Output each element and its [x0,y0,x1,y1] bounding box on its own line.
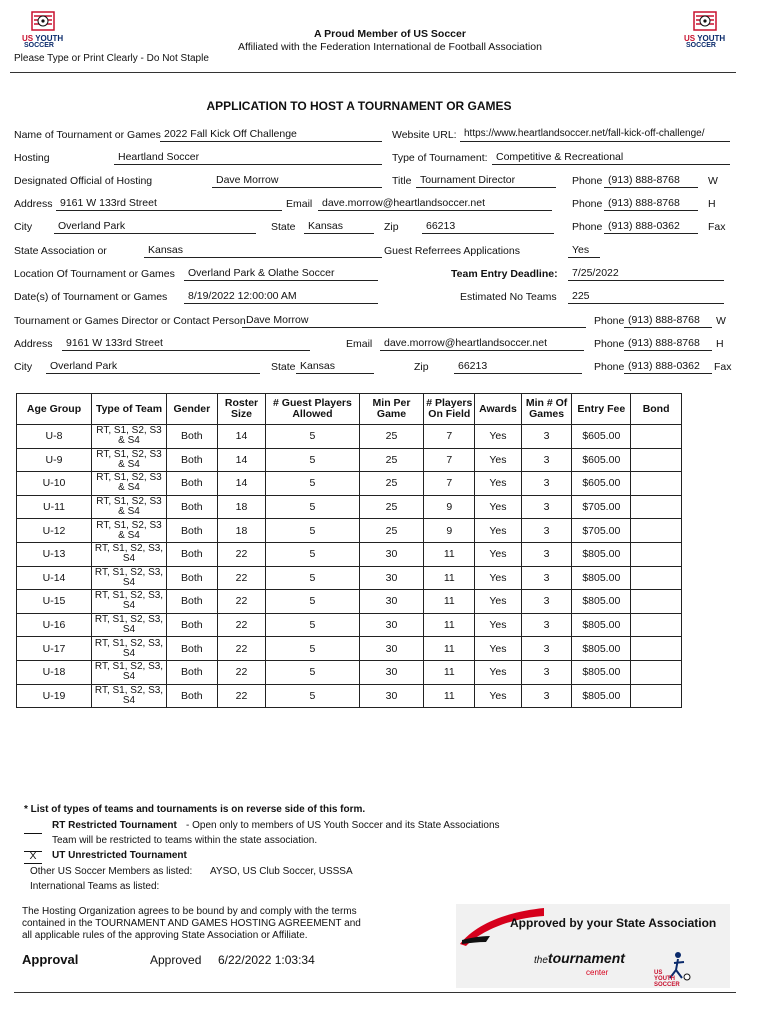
cell-gender[interactable]: Both [167,448,218,472]
email-label: Email [286,198,313,210]
director-label: Tournament or Games Director or Contact Person [14,315,246,327]
cell-bond[interactable] [631,613,682,637]
cell-awards[interactable]: Yes [475,448,522,472]
cell-guest-players[interactable]: 5 [266,613,359,637]
phone-label-4: Phone [594,315,625,327]
cell-roster-size[interactable]: 22 [217,542,266,566]
phone-label-3: Phone [572,221,603,233]
cell-players-on-field[interactable]: 9 [424,519,475,543]
cell-gender[interactable]: Both [167,519,218,543]
cell-min-games[interactable]: 3 [521,519,572,543]
cell-guest-players[interactable]: 5 [266,684,359,708]
cell-bond[interactable] [631,566,682,590]
cell-gender[interactable]: Both [167,425,218,449]
cell-min-per-game[interactable]: 25 [359,425,424,449]
zip-label: Zip [384,221,399,233]
state-label: State [271,221,296,233]
cell-players-on-field[interactable]: 11 [424,684,475,708]
cell-roster-size[interactable]: 14 [217,472,266,496]
cell-entry-fee[interactable]: $605.00 [572,448,631,472]
cell-min-games[interactable]: 3 [521,590,572,614]
cell-roster-size[interactable]: 18 [217,495,266,519]
hosting-label: Hosting [14,152,50,164]
header-min-games: Min # Of Games [521,394,572,425]
approval-label: Approval [22,952,79,967]
tournament-center-logo-the: the [534,955,548,966]
cell-age-group[interactable]: U-19 [17,684,92,708]
logo-youth-text-right: YOUTH [697,34,726,43]
cell-age-group[interactable]: U-17 [17,637,92,661]
header-players-on-field: # Players On Field [424,394,475,425]
table-row [17,495,682,519]
logo-us-text-right: US [684,34,696,43]
director-phone-h-suffix: H [716,338,724,350]
other-value: AYSO, US Club Soccer, USSSA [210,866,353,877]
cell-awards[interactable]: Yes [475,637,522,661]
header-guest-players: # Guest Players Allowed [266,394,359,425]
cell-players-on-field[interactable]: 11 [424,542,475,566]
cell-age-group[interactable]: U-16 [17,613,92,637]
header-entry-fee: Entry Fee [572,394,631,425]
cell-guest-players[interactable]: 5 [266,542,359,566]
city2-label: City [14,361,33,373]
cell-min-per-game[interactable]: 25 [359,448,424,472]
cell-guest-players[interactable]: 5 [266,448,359,472]
cell-guest-players[interactable]: 5 [266,660,359,684]
assoc-field[interactable]: Kansas [144,243,382,258]
title-label: Title [392,175,412,187]
cell-min-games[interactable]: 3 [521,495,572,519]
cell-min-games[interactable]: 3 [521,613,572,637]
header-roster-size: Roster Size [217,394,266,425]
header-divider [10,72,736,73]
cell-type-of-team[interactable]: RT, S1, S2, S3, S4 [92,613,167,637]
cell-age-group[interactable]: U-15 [17,590,92,614]
director-phone-fax-field[interactable]: (913) 888-0362 [624,359,712,374]
cell-players-on-field[interactable]: 9 [424,495,475,519]
cell-roster-size[interactable]: 14 [217,448,266,472]
cell-guest-players[interactable]: 5 [266,519,359,543]
phone-h-suffix: H [708,198,716,210]
cell-min-games[interactable]: 3 [521,448,572,472]
cell-entry-fee[interactable]: $805.00 [572,542,631,566]
zip-field[interactable]: 66213 [422,219,554,234]
cell-min-games[interactable]: 3 [521,425,572,449]
address2-label: Address [14,338,53,350]
cell-type-of-team[interactable]: RT, S1, S2, S3 & S4 [92,425,167,449]
cell-awards[interactable]: Yes [475,590,522,614]
cell-min-per-game[interactable]: 30 [359,660,424,684]
director-phone-h-field[interactable]: (913) 888-8768 [624,336,712,351]
phone-label-1: Phone [572,175,603,187]
cell-min-games[interactable]: 3 [521,472,572,496]
agreement-line-2: contained in the TOURNAMENT AND GAMES HOSTING AGREEMENT and [22,918,361,929]
cell-guest-players[interactable]: 5 [266,425,359,449]
ut-title: UT Unrestricted Tournament [52,850,187,861]
cell-type-of-team[interactable]: RT, S1, S2, S3 & S4 [92,519,167,543]
cell-guest-players[interactable]: 5 [266,590,359,614]
cell-gender[interactable]: Both [167,613,218,637]
cell-entry-fee[interactable]: $805.00 [572,660,631,684]
cell-players-on-field[interactable]: 7 [424,472,475,496]
address-label: Address [14,198,53,210]
table-row [17,684,682,708]
official-label: Designated Official of Hosting [14,175,153,187]
cell-entry-fee[interactable]: $705.00 [572,495,631,519]
email2-field[interactable]: dave.morrow@heartlandsoccer.net [380,336,584,351]
official-field[interactable]: Dave Morrow [212,173,382,188]
location-field[interactable]: Overland Park & Olathe Soccer [184,266,378,281]
type-label: Type of Tournament: [392,152,488,164]
cell-players-on-field[interactable]: 11 [424,590,475,614]
cell-roster-size[interactable]: 22 [217,660,266,684]
cell-players-on-field[interactable]: 11 [424,566,475,590]
cell-roster-size[interactable]: 22 [217,637,266,661]
cell-guest-players[interactable]: 5 [266,472,359,496]
header-age-group: Age Group [17,394,92,425]
cell-age-group[interactable]: U-12 [17,519,92,543]
cell-bond[interactable] [631,684,682,708]
director-phone-w-suffix: W [716,315,726,327]
cell-min-games[interactable]: 3 [521,660,572,684]
cell-entry-fee[interactable]: $605.00 [572,425,631,449]
cell-awards[interactable]: Yes [475,495,522,519]
cell-age-group[interactable]: U-13 [17,542,92,566]
phone-label-2: Phone [572,198,603,210]
cell-gender[interactable]: Both [167,495,218,519]
table-row [17,566,682,590]
cell-bond[interactable] [631,448,682,472]
name-field[interactable]: 2022 Fall Kick Off Challenge [160,127,382,142]
state-field[interactable]: Kansas [304,219,374,234]
cell-awards[interactable]: Yes [475,425,522,449]
cell-entry-fee[interactable]: $805.00 [572,590,631,614]
cell-min-per-game[interactable]: 25 [359,495,424,519]
cell-awards[interactable]: Yes [475,519,522,543]
state2-field[interactable]: Kansas [296,359,374,374]
phone-label-6: Phone [594,361,625,373]
zip2-field[interactable]: 66213 [454,359,582,374]
cell-players-on-field[interactable]: 11 [424,637,475,661]
cell-type-of-team[interactable]: RT, S1, S2, S3, S4 [92,684,167,708]
dates-field[interactable]: 8/19/2022 12:00:00 AM [184,289,378,304]
header-bond: Bond [631,394,682,425]
city-label: City [14,221,33,233]
page-title: APPLICATION TO HOST A TOURNAMENT OR GAMES [206,99,512,113]
header-min-per-game: Min Per Game [359,394,424,425]
table-row [17,590,682,614]
cell-players-on-field[interactable]: 11 [424,613,475,637]
referees-label: Guest Referrees Applications [384,245,520,257]
cell-age-group[interactable]: U-9 [17,448,92,472]
cell-min-per-game[interactable]: 30 [359,637,424,661]
cell-players-on-field[interactable]: 11 [424,660,475,684]
rt-title: RT Restricted Tournament [52,820,177,831]
cell-bond[interactable] [631,660,682,684]
agreement-line-1: The Hosting Organization agrees to be bound by and comply with the terms [22,906,357,917]
phone-label-5: Phone [594,338,625,350]
tournament-center-logo-main: tournament [547,950,625,966]
director-phone-fax-suffix: Fax [714,361,732,373]
director-phone-w-field[interactable]: (913) 888-8768 [624,313,712,328]
banner-text: Approved by your State Association [510,916,717,930]
name-label: Name of Tournament or Games [14,129,161,141]
cell-gender[interactable]: Both [167,637,218,661]
director-field[interactable]: Dave Morrow [242,313,586,328]
table-row [17,519,682,543]
approval-value: Approved [150,953,202,967]
website-label: Website URL: [392,129,457,141]
table-row [17,472,682,496]
cell-type-of-team[interactable]: RT, S1, S2, S3 & S4 [92,495,167,519]
cell-age-group[interactable]: U-8 [17,425,92,449]
cell-entry-fee[interactable]: $605.00 [572,472,631,496]
cell-type-of-team[interactable]: RT, S1, S2, S3, S4 [92,637,167,661]
mini-logo-text: US YOUTH SOCCER [654,970,680,988]
cell-awards[interactable]: Yes [475,542,522,566]
cell-min-per-game[interactable]: 25 [359,519,424,543]
cell-entry-fee[interactable]: $805.00 [572,566,631,590]
cell-awards[interactable]: Yes [475,613,522,637]
cell-players-on-field[interactable]: 7 [424,425,475,449]
deadline-field[interactable]: 7/25/2022 [568,266,724,281]
member-text: A Proud Member of US Soccer [314,28,466,40]
cell-guest-players[interactable]: 5 [266,637,359,661]
intl-label: International Teams as listed: [30,881,160,892]
us-youth-soccer-mini-logo [654,950,694,988]
cell-entry-fee[interactable]: $805.00 [572,613,631,637]
cell-awards[interactable]: Yes [475,566,522,590]
cell-type-of-team[interactable]: RT, S1, S2, S3, S4 [92,542,167,566]
cell-gender[interactable]: Both [167,472,218,496]
age-group-table [16,393,682,708]
city-field[interactable]: Overland Park [54,219,256,234]
cell-bond[interactable] [631,542,682,566]
table-row [17,542,682,566]
logo-soccer-text: SOCCER [24,42,54,49]
table-header-row [17,394,682,425]
cell-bond[interactable] [631,519,682,543]
state-association-banner [456,904,730,988]
phone-fax-suffix: Fax [708,221,726,233]
cell-min-per-game[interactable]: 30 [359,613,424,637]
phone-w-field[interactable]: (913) 888-8768 [604,173,698,188]
cell-roster-size[interactable]: 14 [217,425,266,449]
cell-roster-size[interactable]: 18 [217,519,266,543]
header-awards: Awards [475,394,522,425]
affiliated-text: Affiliated with the Federation International de Football Association [238,41,542,53]
rt-desc: - Open only to members of US Youth Soccer and its State Associations [186,820,500,831]
table-row [17,660,682,684]
table-row [17,425,682,449]
cell-entry-fee[interactable]: $705.00 [572,519,631,543]
cell-awards[interactable]: Yes [475,660,522,684]
cell-age-group[interactable]: U-10 [17,472,92,496]
cell-gender[interactable]: Both [167,660,218,684]
cell-roster-size[interactable]: 22 [217,613,266,637]
cell-min-per-game[interactable]: 30 [359,542,424,566]
header-type-of-team: Type of Team [92,394,167,425]
cell-bond[interactable] [631,637,682,661]
cell-gender[interactable]: Both [167,566,218,590]
table-row [17,613,682,637]
cell-awards[interactable]: Yes [475,684,522,708]
logo-soccer-text-right: SOCCER [686,42,716,49]
cell-type-of-team[interactable]: RT, S1, S2, S3, S4 [92,590,167,614]
email2-label: Email [346,338,373,350]
cell-min-games[interactable]: 3 [521,637,572,661]
address-field[interactable]: 9161 W 133rd Street [56,196,282,211]
cell-min-games[interactable]: 3 [521,566,572,590]
table-row [17,448,682,472]
cell-awards[interactable]: Yes [475,472,522,496]
agreement-line-3: all applicable rules of the approving State Association or Affiliate. [22,930,308,941]
website-field[interactable]: https://www.heartlandsoccer.net/fall-kick-off-challenge/ [460,127,730,142]
cell-min-per-game[interactable]: 30 [359,566,424,590]
cell-bond[interactable] [631,495,682,519]
cell-roster-size[interactable]: 22 [217,566,266,590]
rt-desc-2: Team will be restricted to teams within the state association. [52,835,318,846]
cell-bond[interactable] [631,472,682,496]
cell-entry-fee[interactable]: $805.00 [572,684,631,708]
dates-label: Date(s) of Tournament or Games [14,291,168,303]
cell-age-group[interactable]: U-18 [17,660,92,684]
tournament-center-logo-center: center [586,968,609,977]
cell-guest-players[interactable]: 5 [266,495,359,519]
phone-h-field[interactable]: (913) 888-8768 [604,196,698,211]
approval-date: 6/22/2022 1:03:34 [218,953,315,967]
ut-checkbox[interactable]: X [24,850,42,864]
list-note: * List of types of teams and tournaments is on reverse side of this form. [24,804,366,815]
cell-entry-fee[interactable]: $805.00 [572,637,631,661]
cell-min-per-game[interactable]: 30 [359,684,424,708]
cell-bond[interactable] [631,590,682,614]
rt-checkbox[interactable] [24,820,42,834]
assoc-label: State Association or [14,245,107,257]
logo-us-text: US [22,34,34,43]
cell-min-per-game[interactable]: 30 [359,590,424,614]
cell-roster-size[interactable]: 22 [217,684,266,708]
cell-guest-players[interactable]: 5 [266,566,359,590]
cell-gender[interactable]: Both [167,590,218,614]
cell-type-of-team[interactable]: RT, S1, S2, S3, S4 [92,566,167,590]
logo-youth-text: YOUTH [35,34,64,43]
cell-min-per-game[interactable]: 25 [359,472,424,496]
referees-field[interactable]: Yes [568,243,600,258]
cell-type-of-team[interactable]: RT, S1, S2, S3 & S4 [92,472,167,496]
teams-label: Estimated No Teams [460,291,557,303]
hosting-field[interactable]: Heartland Soccer [114,150,382,165]
footer-divider [14,992,736,993]
cell-gender[interactable]: Both [167,684,218,708]
title-field[interactable]: Tournament Director [416,173,556,188]
other-label: Other US Soccer Members as listed: [30,866,193,877]
cell-min-games[interactable]: 3 [521,684,572,708]
cell-bond[interactable] [631,425,682,449]
cell-min-games[interactable]: 3 [521,542,572,566]
phone-fax-field[interactable]: (913) 888-0362 [604,219,698,234]
address2-field[interactable]: 9161 W 133rd Street [62,336,310,351]
city2-field[interactable]: Overland Park [46,359,260,374]
type-field[interactable]: Competitive & Recreational [492,150,730,165]
deadline-label: Team Entry Deadline: [451,268,558,280]
cell-gender[interactable]: Both [167,542,218,566]
cell-type-of-team[interactable]: RT, S1, S2, S3, S4 [92,660,167,684]
state2-label: State [271,361,296,373]
zip2-label: Zip [414,361,429,373]
header-gender: Gender [167,394,218,425]
teams-field[interactable]: 225 [568,289,724,304]
cell-roster-size[interactable]: 22 [217,590,266,614]
phone-w-suffix: W [708,175,718,187]
email-field[interactable]: dave.morrow@heartlandsoccer.net [318,196,552,211]
cell-players-on-field[interactable]: 7 [424,448,475,472]
table-body [17,425,682,708]
cell-type-of-team[interactable]: RT, S1, S2, S3 & S4 [92,448,167,472]
table-row [17,637,682,661]
cell-age-group[interactable]: U-11 [17,495,92,519]
instructions-text: Please Type or Print Clearly - Do Not Staple [14,53,209,64]
location-label: Location Of Tournament or Games [14,268,175,280]
cell-age-group[interactable]: U-14 [17,566,92,590]
